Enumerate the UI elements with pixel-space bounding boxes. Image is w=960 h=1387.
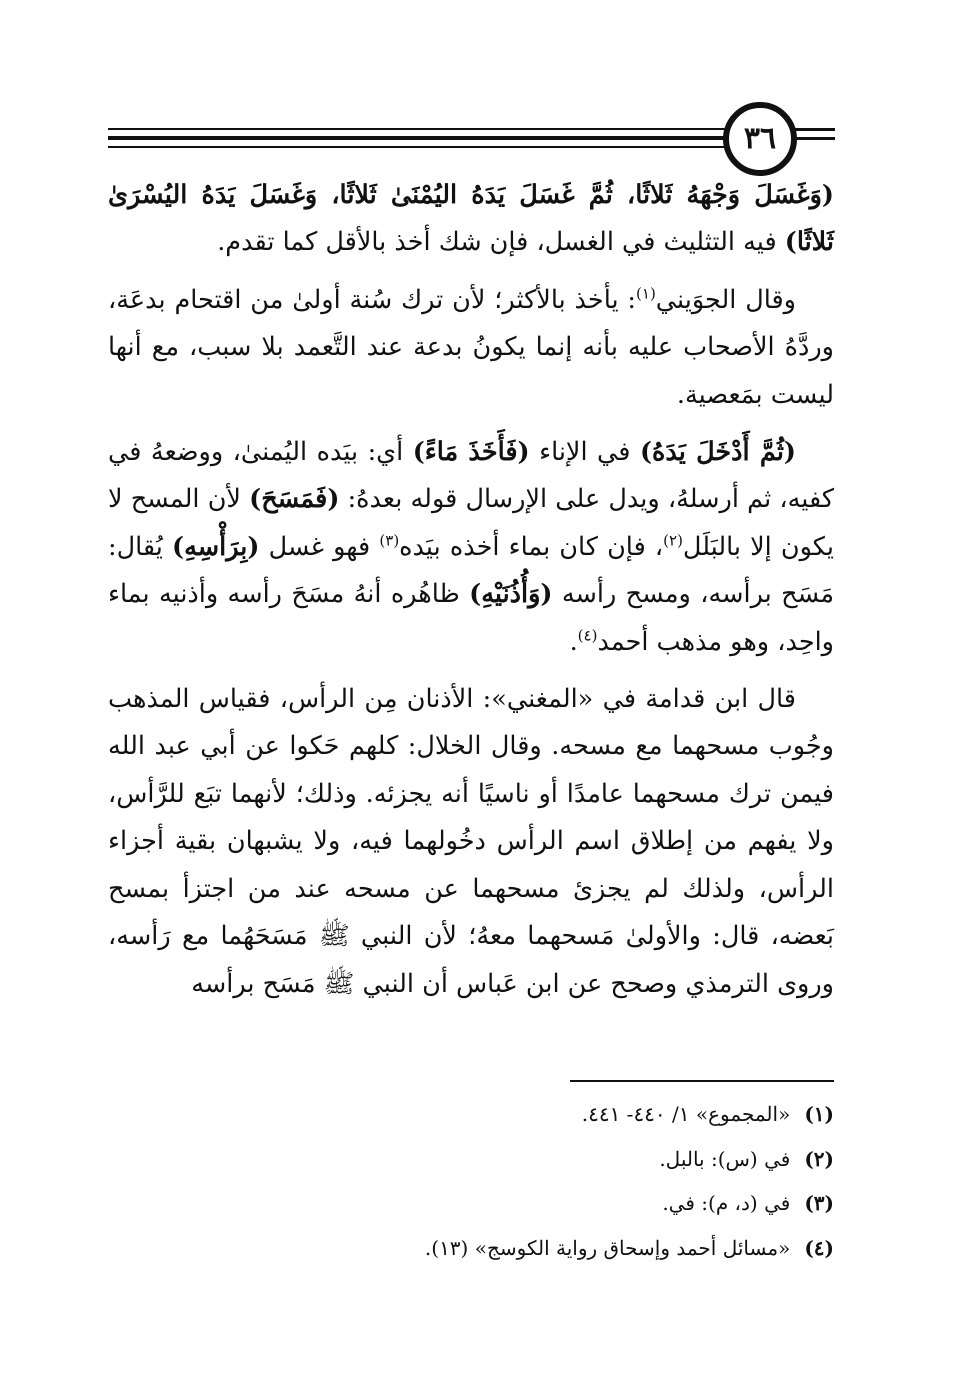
footnote-ref: (١) bbox=[636, 284, 656, 303]
quoted-text: (بِرَأْسِهِ) bbox=[172, 531, 260, 562]
footnote bbox=[108, 1226, 834, 1271]
footnote-text: في (د، م): في. bbox=[662, 1191, 791, 1215]
body-run: ظاهُره أنهُ مسَحَ رأسه وأذنيه بماء واحِد، وهو مذهب أحمد bbox=[108, 579, 834, 657]
body-run: فهو غسل bbox=[259, 531, 380, 562]
page-header bbox=[0, 0, 960, 175]
quoted-text: (وَأُذُنَيْهِ) bbox=[469, 579, 553, 610]
page-number: ٣٦ bbox=[723, 102, 797, 176]
body-run: ، فإن كان بماء أخذه بيَده bbox=[399, 531, 664, 562]
footnote bbox=[108, 1181, 834, 1226]
footnote-number: (١) bbox=[804, 1102, 834, 1126]
body-run: فيه التثليث في الغسل، فإن شك أخذ بالأقل كما تقدم. bbox=[217, 227, 785, 258]
body-run: أي: بيَده اليُمنىٰ، ووضعهُ في كفيه، ثم أرسلهُ، ويدل على الإرسال قوله بعدهُ: bbox=[108, 437, 834, 515]
body-run: : يأخذ بالأكثر؛ لأن ترك سُنة أولىٰ من اقتحام بدعَة، وردَّهُ الأصحاب عليه بأنه إنما يكونُ بدعة عند التَّعمد بلا سبب، مع أنها ليست بمَعصية. bbox=[108, 284, 834, 410]
paragraph bbox=[108, 676, 834, 1008]
footnote bbox=[108, 1137, 834, 1182]
paragraph bbox=[108, 429, 834, 666]
footnote-separator bbox=[570, 1080, 834, 1082]
body-run: وقال الجوَيني bbox=[655, 284, 796, 315]
footnote-ref: (٣) bbox=[379, 531, 400, 550]
paragraph bbox=[108, 277, 834, 419]
footnote-text: «مسائل أحمد وإسحاق رواية الكوسج» (١٣). bbox=[424, 1235, 791, 1260]
header-rule-top bbox=[108, 128, 726, 130]
paragraph bbox=[108, 172, 834, 267]
body-run: قال ابن قدامة في «المغني»: الأذنان مِن الرأس، فقياس المذهب وجُوب مسحهما مع مسحه. وقال الخلال: كلهم حَكوا عن أبي عبد الله فيمن ترك مسحهما عامدًا أو ناسيًا أنه يجزئه. وذلك؛ لأنهما تبَع للرَّأس، ولا يفهم من إطلاق اسم الرأس دخُولهما فيه، ولا يشبهان بقية أجزاء الرأس، ولذلك لم يجزئ مسحهما عن مسحه عند من اجتزأ بمسح بَعضه، قال: والأولىٰ مَسحهما معهُ؛ لأن النبي ﷺ مَسَحَهُما مع رَأسه، وروى الترمذي وصحح عن ابن عَباس أن النبي ﷺ مَسَح برأسه bbox=[108, 684, 834, 999]
body-run: . bbox=[569, 626, 578, 657]
header-rule-tail-2 bbox=[795, 137, 835, 140]
footnote bbox=[108, 1092, 834, 1137]
header-rule-bottom bbox=[108, 146, 726, 148]
footnote-number: (٣) bbox=[804, 1191, 834, 1215]
footnote-number: (٤) bbox=[804, 1235, 834, 1260]
footnote-number: (٢) bbox=[804, 1146, 834, 1171]
footnote-text: في (س): بالبل. bbox=[659, 1146, 791, 1171]
footnote-ref: (٤) bbox=[577, 626, 598, 645]
footnotes bbox=[108, 1092, 834, 1270]
quoted-text: (وَغَسَلَ وَجْهَهُ ثَلاثًا، ثُمَّ غَسَلَ يَدَهُ اليُمْنَىٰ ثَلاثًا، وَغَسَلَ يَدَهُ اليُسْرَىٰ ثَلاثًا) bbox=[108, 180, 834, 258]
body-run: لأن المسح لا يكون إلا بالبَلَل bbox=[108, 484, 834, 562]
body-text bbox=[108, 172, 834, 1018]
quoted-text: (ثُمَّ أَدْخَلَ يَدَهُ) bbox=[639, 437, 796, 468]
header-rule-main bbox=[108, 136, 726, 140]
footnote-ref: (٢) bbox=[663, 531, 683, 550]
quoted-text: (فَمَسَحَ) bbox=[249, 484, 340, 515]
body-run: يُقال: مَسَح برأسه، ومسح رأسه bbox=[108, 531, 834, 610]
quoted-text: (فَأَخَذَ مَاءً) bbox=[412, 437, 530, 468]
footnote-text: «المجموع» ١/ ٤٤٠- ٤٤١. bbox=[581, 1102, 791, 1126]
body-run: في الإناء bbox=[529, 437, 640, 468]
header-rule-tail bbox=[795, 128, 835, 131]
